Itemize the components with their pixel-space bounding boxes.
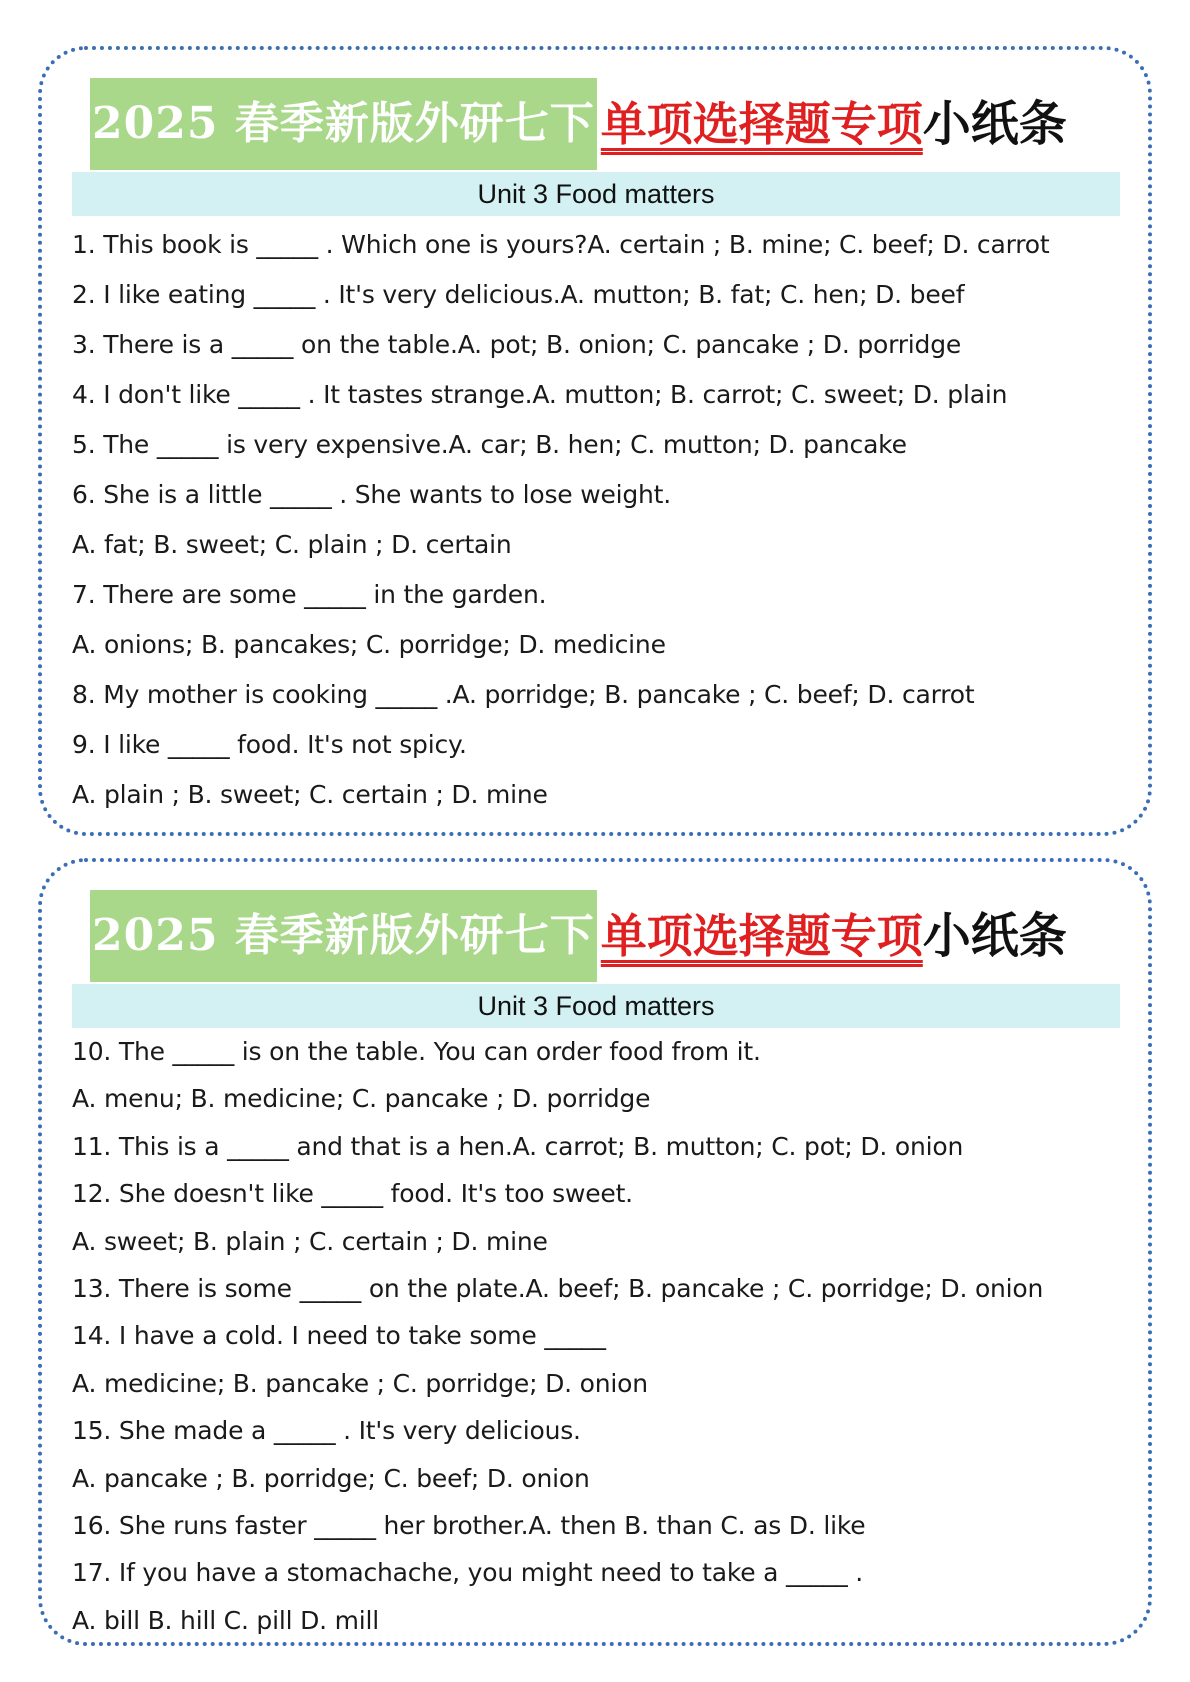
- title-highlight-red: 单项选择题专项: [600, 909, 923, 963]
- question-line: 10. The _____ is on the table. You can order food from it.: [72, 1037, 761, 1066]
- question-line: 13. There is some _____ on the plate.A. beef; B. pancake ; C. porridge; D. onion: [72, 1273, 1044, 1303]
- question-line: 4. I don't like _____ . It tastes strange.A. mutton; B. carrot; C. sweet; D. plain: [72, 380, 1008, 409]
- question-line: 17. If you have a stomachache, you might need to take a _____ .: [72, 1558, 864, 1588]
- question-line: 7. There are some _____ in the garden.: [72, 580, 547, 609]
- question-line: 14. I have a cold. I need to take some _____: [72, 1321, 606, 1351]
- question-list-1: [72, 220, 1132, 820]
- worksheet-card-1: [38, 46, 1152, 836]
- title-suffix: 小纸条: [922, 908, 1067, 964]
- title-suffix: 小纸条: [922, 96, 1067, 152]
- title-highlight-green: 2025 春季新版外研七下: [90, 890, 597, 982]
- question-line: 15. She made a _____ . It's very delicious.: [72, 1416, 581, 1446]
- worksheet-title: [90, 890, 1067, 982]
- options-line: A. menu; B. medicine; C. pancake ; D. porridge: [72, 1084, 651, 1114]
- question-line: 11. This is a _____ and that is a hen.A. carrot; B. mutton; C. pot; D. onion: [72, 1131, 964, 1161]
- question-line: 3. There is a _____ on the table.A. pot; B. onion; C. pancake ; D. porridge: [72, 330, 962, 359]
- question-list-2: [72, 1028, 1132, 1644]
- title-highlight-green: 2025 春季新版外研七下: [90, 78, 597, 170]
- question-line: 1. This book is _____ . Which one is yours?A. certain ; B. mine; C. beef; D. carrot: [72, 230, 1050, 259]
- options-line: A. plain ; B. sweet; C. certain ; D. mine: [72, 780, 548, 809]
- question-line: 12. She doesn't like _____ food. It's too sweet.: [72, 1179, 633, 1209]
- question-line: 16. She runs faster _____ her brother.A. then B. than C. as D. like: [72, 1510, 866, 1540]
- unit-header: Unit 3 Food matters: [72, 172, 1120, 216]
- options-line: A. pancake ; B. porridge; C. beef; D. onion: [72, 1463, 590, 1493]
- question-line: 5. The _____ is very expensive.A. car; B. hen; C. mutton; D. pancake: [72, 430, 907, 459]
- question-line: 6. She is a little _____ . She wants to lose weight.: [72, 480, 672, 509]
- unit-header: Unit 3 Food matters: [72, 984, 1120, 1028]
- worksheet-title: [90, 78, 1067, 170]
- question-line: 2. I like eating _____ . It's very delicious.A. mutton; B. fat; C. hen; D. beef: [72, 280, 965, 309]
- worksheet-card-2: [38, 858, 1152, 1646]
- options-line: A. fat; B. sweet; C. plain ; D. certain: [72, 530, 512, 559]
- options-line: A. sweet; B. plain ; C. certain ; D. mine: [72, 1226, 548, 1256]
- question-line: 8. My mother is cooking _____ .A. porridge; B. pancake ; C. beef; D. carrot: [72, 680, 975, 709]
- options-line: A. medicine; B. pancake ; C. porridge; D. onion: [72, 1368, 648, 1398]
- options-line: A. bill B. hill C. pill D. mill: [72, 1605, 380, 1635]
- options-line: A. onions; B. pancakes; C. porridge; D. medicine: [72, 630, 666, 659]
- title-highlight-red: 单项选择题专项: [600, 97, 923, 151]
- question-line: 9. I like _____ food. It's not spicy.: [72, 730, 467, 759]
